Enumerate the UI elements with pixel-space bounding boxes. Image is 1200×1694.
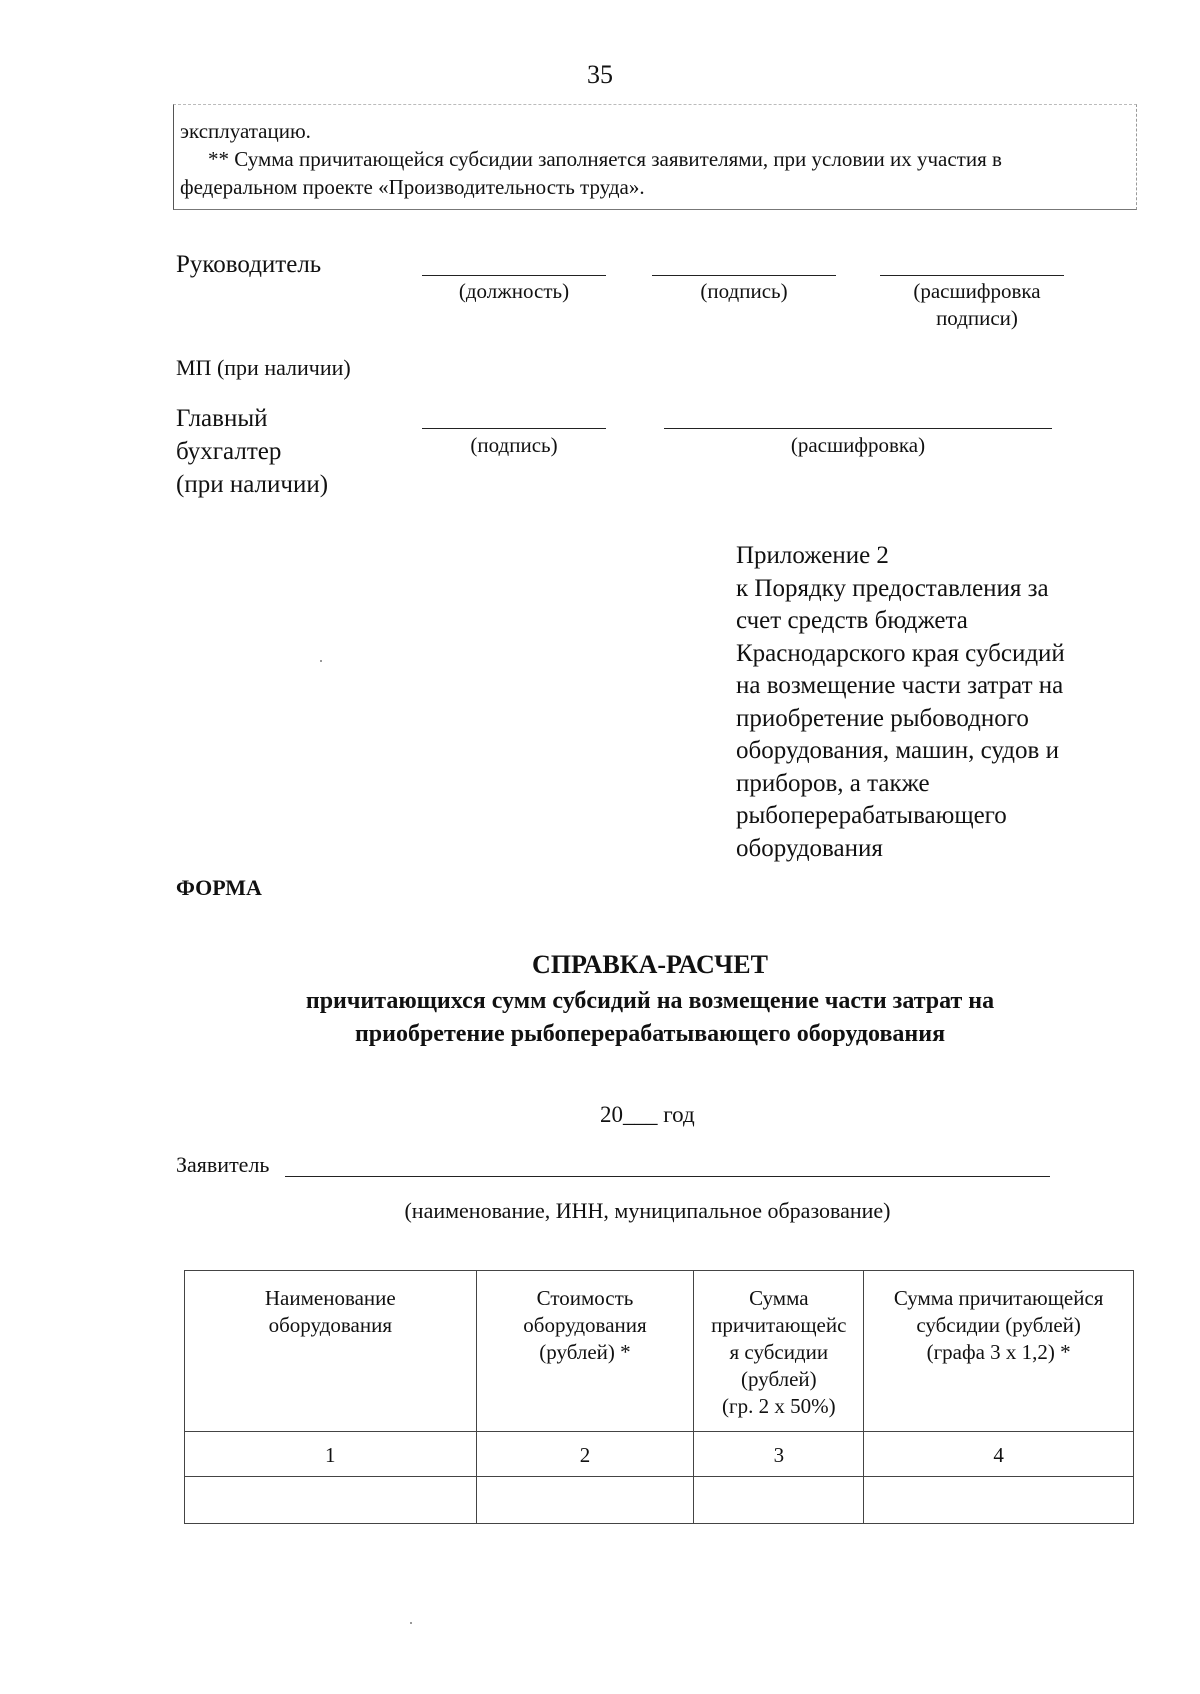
header-subsidy-amount: Сумма причитающейс я субсидии (рублей) (гр. 2 х 50%) (694, 1271, 864, 1432)
document-title: СПРАВКА-РАСЧЕТ (532, 950, 768, 979)
appendix-line: на возмещение части затрат на (736, 672, 1064, 699)
footnote-line: эксплуатацию. (180, 119, 311, 143)
column-number: 4 (864, 1432, 1134, 1477)
table-cell[interactable] (694, 1477, 864, 1524)
appendix-line: счет средств бюджета (736, 607, 968, 634)
page-number: 35 (587, 60, 613, 89)
subtitle-line: приобретение рыбоперерабатывающего оборудования (354, 1021, 946, 1047)
accountant-decode-caption: (расшифровка) (790, 433, 926, 457)
document-subtitle (0, 985, 1200, 1051)
accountant-signature-line[interactable] (422, 428, 606, 429)
header-equipment-cost: Стоимость оборудования (рублей) * (476, 1271, 694, 1432)
table-cell[interactable] (864, 1477, 1134, 1524)
column-number: 2 (476, 1432, 694, 1477)
appendix-line: оборудования (736, 834, 883, 862)
signature-decode-caption: подписи) (936, 306, 1018, 330)
footnote-line: ** Сумма причитающейся субсидии заполняется заявителями, при условии их участия в (208, 147, 1002, 171)
appendix-line: Краснодарского края субсидий (736, 639, 1065, 667)
accountant-label: (при наличии) (176, 471, 329, 498)
appendix-line: приобретение рыбоводного (736, 704, 1029, 732)
header-subsidy-amount-increased: Сумма причитающейся субсидии (рублей) (графа 3 х 1,2) * (864, 1271, 1134, 1432)
signature-decode-line[interactable] (880, 275, 1064, 276)
head-label: Руководитель (176, 251, 322, 278)
appendix-line: оборудования, машин, судов и (736, 737, 1059, 764)
table-header-row (185, 1271, 1134, 1432)
table-row[interactable] (185, 1477, 1134, 1524)
accountant-label: Главный (176, 405, 268, 432)
position-line[interactable] (422, 275, 606, 276)
applicant-input-line[interactable] (285, 1176, 1050, 1177)
stamp-label: МП (при наличии) (176, 355, 351, 380)
header-equipment-name: Наименование оборудования (185, 1271, 477, 1432)
table-cell[interactable] (185, 1477, 477, 1524)
calculation-table (184, 1270, 1134, 1524)
table-row (185, 1432, 1134, 1477)
accountant-decode-line[interactable] (664, 428, 1052, 429)
column-number: 1 (185, 1432, 477, 1477)
form-label: ФОРМА (176, 875, 262, 900)
signature-caption: (подпись) (700, 279, 788, 303)
column-number: 3 (694, 1432, 864, 1477)
accountant-signature-caption: (подпись) (470, 433, 558, 457)
scan-speck (320, 660, 322, 662)
appendix-block (736, 540, 1156, 865)
signature-line[interactable] (652, 275, 836, 276)
scan-speck (410, 1622, 412, 1624)
subtitle-line: причитающихся сумм субсидий на возмещение части затрат на (305, 988, 995, 1014)
footnote-line: федеральном проекте «Производительность труда». (180, 175, 645, 199)
appendix-line: к Порядку предоставления за (736, 574, 1049, 602)
year-line[interactable]: 20___ год (600, 1102, 695, 1127)
position-caption: (должность) (458, 279, 570, 303)
appendix-line: рыбоперерабатывающего (736, 802, 1007, 829)
signature-decode-caption: (расшифровка (913, 279, 1041, 303)
applicant-caption: (наименование, ИНН, муниципальное образование) (404, 1198, 891, 1223)
appendix-line: Приложение 2 (736, 542, 889, 569)
appendix-line: приборов, а также (736, 769, 930, 797)
table-cell[interactable] (476, 1477, 694, 1524)
applicant-label: Заявитель (176, 1152, 270, 1177)
accountant-label: бухгалтер (176, 438, 282, 465)
